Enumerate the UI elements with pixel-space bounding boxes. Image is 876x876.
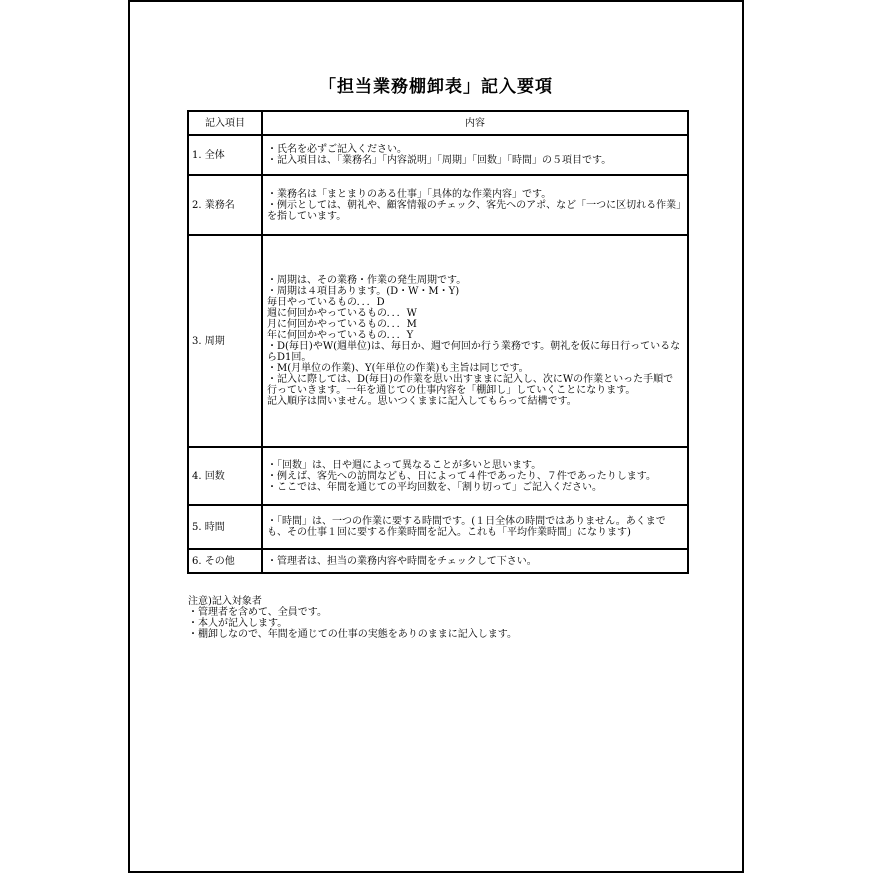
row-item: 1. 全体 <box>188 135 262 175</box>
content-line: 月に何回かやっているもの．．．M <box>267 319 417 330</box>
notes-line: ・棚卸しなので、年間を通じての仕事の実態をありのままに記入します。 <box>188 629 517 640</box>
content-line: 年に何回かやっているもの．．．Y <box>267 330 414 341</box>
content-line: ・周期は４項目あります。(D・W・M・Y) <box>267 286 460 297</box>
row-item: 6. その他 <box>188 549 262 573</box>
table-row <box>188 447 688 505</box>
notes-line: ・管理者を含めて、全員です。 <box>188 607 327 618</box>
notes-section <box>188 596 517 640</box>
table-header-row <box>188 111 688 135</box>
row-content <box>262 135 688 175</box>
instructions-table <box>187 110 689 574</box>
content-line: ・氏名を必ずご記入ください。 <box>267 144 407 155</box>
content-line: ・例示としては、朝礼や、顧客情報のチェック、客先へのアポ、など「一つに区切れる作業」を指しています。 <box>267 199 682 222</box>
content-line: ・記入項目は、「業務名」「内容説明」「周期」「回数」「時間」の５項目です。 <box>267 155 612 166</box>
document-page <box>128 0 744 873</box>
content-line: 記入順序は問いません。思いつくままに記入してもらって結構です。 <box>267 396 577 407</box>
row-item: 3. 周期 <box>188 235 262 447</box>
page-title: 「担当業務棚卸表」記入要項 <box>319 77 553 97</box>
row-content <box>262 235 688 447</box>
table-row <box>188 135 688 175</box>
content-line: ・M(月単位の作業)、Y(年単位の作業)も主旨は同じです。 <box>267 363 529 374</box>
content-line: ・記入に際しては、D(毎日)の作業を思い出すままに記入し、次にWの作業といった手順で行っていきます。一年を通じての仕事内容を「棚卸し」していくことになります。 <box>267 374 674 396</box>
content-line: ・「時間」は、一つの作業に要する時間です。(１日全体の時間ではありません。あくまでも、その仕事１回に要する作業時間を記入。これも「平均作業時間」になります) <box>267 516 666 538</box>
content-line: ・管理者は、担当の業務内容や時間をチェックして下さい。 <box>267 555 537 567</box>
table-row <box>188 235 688 447</box>
content-line: 週に何回かやっているもの．．．W <box>267 308 417 319</box>
row-content <box>262 549 688 573</box>
row-content <box>262 505 688 549</box>
row-content <box>262 175 688 235</box>
table-row <box>188 175 688 235</box>
row-item: 2. 業務名 <box>188 175 262 235</box>
header-item: 記入項目 <box>188 111 262 135</box>
notes-heading: 注意)記入対象者 <box>188 596 262 607</box>
content-line: 毎日やっているもの．．．D <box>267 297 385 308</box>
row-content <box>262 447 688 505</box>
content-line: ・例えば、客先への訪問なども、日によって４件であったり、７件であったりします。 <box>267 470 656 482</box>
header-content: 内容 <box>262 111 688 135</box>
content-line: ・周期は、その業務・作業の発生周期です。 <box>267 275 467 286</box>
notes-line: ・本人が記入します。 <box>188 618 288 629</box>
row-item: 5. 時間 <box>188 505 262 549</box>
content-line: ・ここでは、年間を通じての平均回数を、「割り切って」ご記入ください。 <box>267 481 602 493</box>
table-row <box>188 505 688 549</box>
content-line: ・業務名は「まとまりのある仕事」「具体的な作業内容」です。 <box>267 188 552 200</box>
row-item: 4. 回数 <box>188 447 262 505</box>
table-row <box>188 549 688 573</box>
content-line: ・D(毎日)やW(週単位)は、毎日か、週で何回か行う業務です。朝礼を仮に毎日行っているならD1回。 <box>267 341 681 363</box>
content-line: ・「回数」は、日や週によって異なることが多いと思います。 <box>267 459 542 471</box>
